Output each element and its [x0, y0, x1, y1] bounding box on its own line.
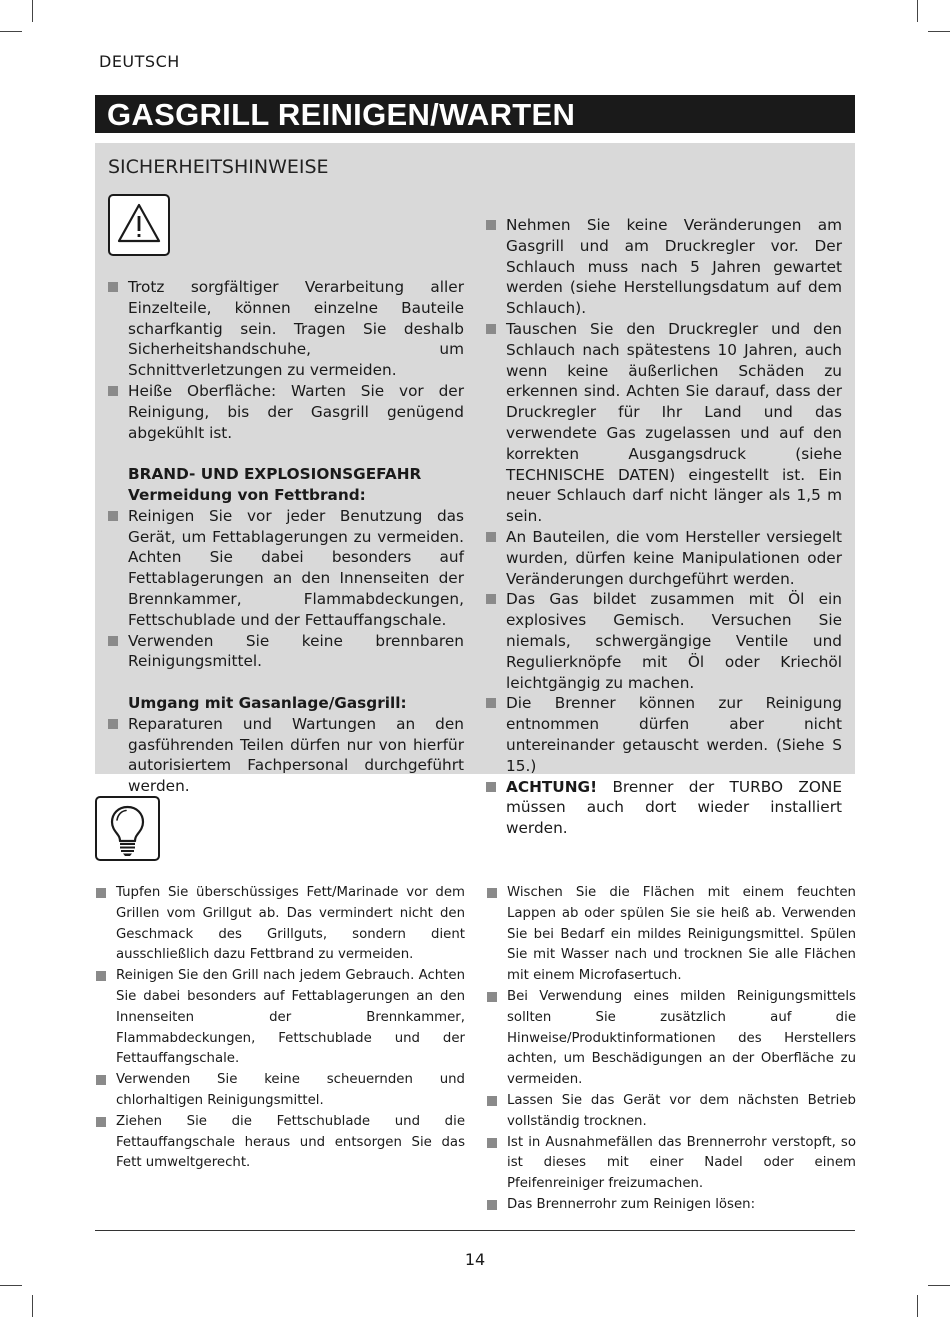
crop-mark — [917, 0, 918, 22]
gas-handling-heading: Umgang mit Gasanlage/Gasgrill: — [128, 693, 407, 712]
bullet-square-icon — [487, 1096, 497, 1106]
fire-prevention-subheading: Vermeidung von Fettbrand: — [128, 485, 366, 504]
list-item: Trotz sorgfältiger Verarbeitung aller Einzelteile, können einzelne Bauteile scharfkantig sein. Tragen Sie deshalb Sicherheitshandschuhe, um Schnittverletzungen zu vermeiden. — [107, 277, 464, 381]
crop-mark — [0, 31, 22, 32]
section-title-bar — [95, 95, 855, 133]
page-number: 14 — [464, 1250, 486, 1269]
warning-label: ACHTUNG! — [506, 777, 598, 796]
safety-heading: SICHERHEITSHINWEISE — [108, 156, 329, 178]
bullet-square-icon — [487, 992, 497, 1002]
bullet-square-icon — [487, 1138, 497, 1148]
bullet-square-icon — [487, 1200, 497, 1210]
lightbulb-icon — [95, 796, 160, 861]
bullet-square-icon — [108, 386, 118, 396]
language-label: DEUTSCH — [99, 52, 180, 71]
list-item: Tauschen Sie den Druckregler und den Schlauch nach spätestens 10 Jahren, auch wenn keine äußerlichen Schäden zu erkennen sind. Achten Sie darauf, dass der Druckregler für Ihr Land und das verwendete Gas zugelassen und auf den korrekten Ausgangsdruck (siehe TECHNISCHE DATEN) eingestellt ist. Ein neuer Schlauch darf nicht länger als 1,5 m sein. — [485, 319, 842, 527]
bullet-square-icon — [487, 888, 497, 898]
warning-triangle-icon — [108, 194, 170, 256]
crop-mark — [0, 1285, 22, 1286]
list-item: An Bauteilen, die vom Hersteller versiegelt wurden, dürfen keine Manipulationen oder Veränderungen durchgeführt werden. — [485, 527, 842, 589]
list-item: Bei Verwendung eines milden Reinigungsmittels sollten Sie zusätzlich auf die Hinweise/Produktinformationen des Herstellers achten, um Beschädigungen an der Oberfläche zu vermeiden. — [486, 987, 856, 1091]
bullet-square-icon — [486, 782, 496, 792]
list-item: Tupfen Sie überschüssiges Fett/Marinade vor dem Grillen vom Grillgut ab. Das vermindert nicht den Geschmack des Grillguts, sondern dient ausschließlich dazu Fettbrand zu vermeiden. — [95, 883, 465, 966]
bullet-square-icon — [96, 971, 106, 981]
bullet-square-icon — [96, 888, 106, 898]
list-item: ACHTUNG! Brenner der TURBO ZONE müssen auch dort wieder installiert werden. — [485, 777, 842, 839]
bullet-square-icon — [486, 594, 496, 604]
page-title: GASGRILL REINIGEN/WARTEN — [107, 97, 576, 132]
footer-divider — [95, 1230, 855, 1231]
list-item: Reinigen Sie vor jeder Benutzung das Gerät, um Fettablagerungen zu vermeiden. Achten Sie dabei besonders auf Fettablagerungen an den Innenseiten der Brennkammer, Flammabdeckungen, Fettschublade und der Fettauffangschale. — [107, 506, 464, 631]
safety-notes-box — [95, 143, 855, 838]
bullet-square-icon — [96, 1117, 106, 1127]
bullet-square-icon — [486, 220, 496, 230]
tips-left-column — [95, 883, 465, 1174]
bullet-square-icon — [486, 324, 496, 334]
bullet-square-icon — [486, 698, 496, 708]
bullet-square-icon — [108, 511, 118, 521]
bullet-square-icon — [108, 636, 118, 646]
list-item: Ist in Ausnahmefällen das Brennerrohr verstopft, so ist dieses mit einer Nadel oder einem Pfeifenreiniger freizumachen. — [486, 1133, 856, 1195]
bullet-square-icon — [486, 532, 496, 542]
list-item: Ziehen Sie die Fettschublade und die Fettauffangschale heraus und entsorgen Sie das Fett umweltgerecht. — [95, 1112, 465, 1174]
fire-hazard-heading: BRAND- UND EXPLOSIONSGEFAHR — [128, 465, 422, 484]
crop-mark — [32, 0, 33, 22]
list-item: Heiße Oberfläche: Warten Sie vor der Reinigung, bis der Gasgrill genügend abgekühlt ist. — [107, 381, 464, 443]
list-item: Die Brenner können zur Reinigung entnommen dürfen aber nicht untereinander getauscht werden. (Siehe S 15.) — [485, 693, 842, 776]
list-item: Nehmen Sie keine Veränderungen am Gasgrill und am Druckregler vor. Der Schlauch muss nach 5 Jahren gewartet werden (siehe Herstellungsdatum auf dem Schlauch). — [485, 215, 842, 319]
bullet-square-icon — [96, 1075, 106, 1085]
safety-right-column — [485, 215, 842, 839]
list-item: Das Brennerrohr zum Reinigen lösen: — [486, 1195, 856, 1216]
tips-right-column — [486, 883, 856, 1216]
crop-mark — [928, 31, 950, 32]
crop-mark — [928, 1285, 950, 1286]
list-item: Das Gas bildet zusammen mit Öl ein explosives Gemisch. Versuchen Sie niemals, schwergängige Ventile und Regulierknöpfe mit Öl oder Kriechöl leichtgängig zu machen. — [485, 589, 842, 693]
crop-mark — [917, 1295, 918, 1317]
list-item: Wischen Sie die Flächen mit einem feuchten Lappen ab oder spülen Sie sie heiß ab. Verwenden Sie bei Bedarf ein mildes Reinigungsmittel. Spülen Sie mit Wasser nach und trocknen Sie alle Flächen mit einem Microfasertuch. — [486, 883, 856, 987]
bullet-square-icon — [108, 282, 118, 292]
list-item: Reparaturen und Wartungen an den gasführenden Teilen dürfen nur von hierfür autorisiertem Fachpersonal durchgeführt werden. — [107, 714, 464, 797]
list-item: Verwenden Sie keine scheuernden und chlorhaltigen Reinigungsmittel. — [95, 1070, 465, 1112]
list-item: Verwenden Sie keine brennbaren Reinigungsmittel. — [107, 631, 464, 673]
list-item: Reinigen Sie den Grill nach jedem Gebrauch. Achten Sie dabei besonders auf Fettablagerungen an den Innenseiten der Brennkammer, Flammabdeckungen, Fettschublade und der Fettauffangschale. — [95, 966, 465, 1070]
list-item: Lassen Sie das Gerät vor dem nächsten Betrieb vollständig trocknen. — [486, 1091, 856, 1133]
safety-left-column — [107, 277, 464, 797]
bullet-square-icon — [108, 719, 118, 729]
crop-mark — [32, 1295, 33, 1317]
